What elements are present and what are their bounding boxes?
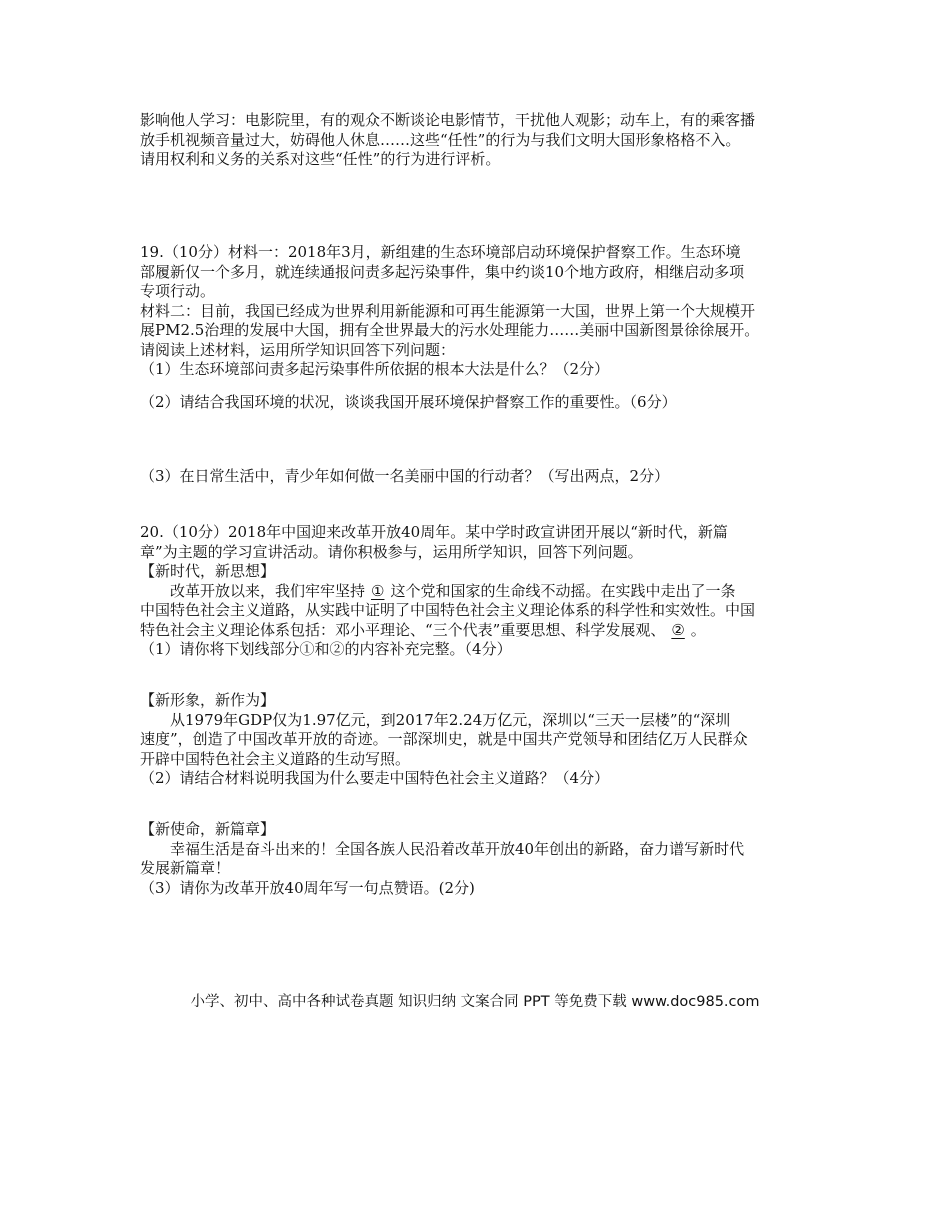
q20-sec1-text: 特色社会主义理论体系包括：邓小平理论、“三个代表”重要思想、科学发展观、	[140, 620, 666, 639]
q20-subquestion-1: （1）请你将下划线部分①和②的内容补充完整。（4分）	[140, 640, 512, 658]
q19-line: 展PM2.5治理的发展中大国，拥有全世界最大的污水处理能力……美丽中国新图景徐徐展开。	[140, 321, 760, 339]
q20-sec1-text: 。	[690, 620, 706, 639]
q20-sec2-line: 速度”，创造了中国改革开放的奇迹。一部深圳史，就是中国共产党领导和团结亿万人民群众	[140, 730, 748, 748]
q20-subquestion-2: （2）请结合材料说明我国为什么要走中国特色社会主义道路？（4分）	[140, 769, 610, 787]
q20-sec1-line: 中国特色社会主义道路，从实践中证明了中国特色社会主义理论体系的科学性和实效性。中国	[140, 601, 756, 619]
section-title-new-mission: 【新使命，新篇章】	[140, 820, 276, 838]
page-footer: 小学、初中、高中各种试卷真题 知识归纳 文案合同 PPT 等免费下载 www.doc985.com	[190, 994, 760, 1010]
q20-sec3-line: 幸福生活是奋斗出来的！全国各族人民沿着改革开放40年创出的新路，奋力谱写新时代	[170, 839, 745, 858]
q18-line: 影响他人学习：电影院里，有的观众不断谈论电影情节，干扰他人观影；动车上，有的乘客播	[140, 111, 756, 129]
q20-sec1-line	[140, 582, 812, 602]
q20-sec3-line: 发展新篇章！	[140, 859, 231, 877]
q20-section-2	[140, 691, 812, 789]
q18-line: 放手机视频音量过大，妨碍他人休息……这些“任性”的行为与我们文明大国形象格格不入。	[140, 130, 741, 149]
question-20	[140, 523, 812, 660]
q19-subquestion-2-block	[140, 393, 812, 413]
q20-section-3	[140, 820, 812, 898]
q19-subquestion-3-block	[140, 467, 812, 487]
q20-sec2-line: 开辟中国特色社会主义道路的生动写照。	[140, 749, 411, 768]
q20-sec1-text: 改革开放以来，我们牢牢坚持	[170, 581, 366, 600]
section-title-new-image: 【新形象，新作为】	[140, 691, 276, 709]
question-18-tail	[140, 111, 812, 170]
q19-subquestion-1: （1）生态环境部问责多起污染事件所依据的根本大法是什么？（2分）	[140, 360, 610, 378]
answer-blank-2: ②	[671, 620, 685, 639]
q19-line: 专项行动。	[140, 282, 216, 300]
q19-line: 部履新仅一个多月，就连续通报问责多起污染事件，集中约谈10个地方政府，相继启动多项	[140, 262, 745, 281]
section-title-new-era: 【新时代，新思想】	[140, 562, 276, 580]
answer-blank-1: ①	[371, 581, 385, 600]
q19-subquestion-3: （3）在日常生活中，青少年如何做一名美丽中国的行动者？（写出两点，2分）	[140, 467, 670, 485]
q19-line: 请阅读上述材料，运用所学知识回答下列问题：	[140, 340, 456, 359]
q18-line: 请用权利和义务的关系对这些“任性”的行为进行评析。	[140, 150, 501, 168]
q19-line: 19.（10分）材料一：2018年3月，新组建的生态环境部启动环境保护督察工作。生态环境	[140, 243, 741, 261]
q20-sec1-text: 这个党和国家的生命线不动摇。在实践中走出了一条	[390, 581, 736, 600]
question-19-material	[140, 243, 812, 380]
q19-subquestion-2: （2）请结合我国环境的状况，谈谈我国开展环境保护督察工作的重要性。（6分）	[140, 393, 677, 411]
q20-sec1-line	[140, 621, 812, 641]
q20-intro-line: 章”为主题的学习宣讲活动。请你积极参与，运用所学知识，回答下列问题。	[140, 542, 643, 561]
q20-intro-line: 20.（10分）2018年中国迎来改革开放40周年。某中学时政宣讲团开展以“新时代，新篇	[140, 523, 728, 541]
q19-line: 材料二：目前，我国已经成为世界利用新能源和可再生能源第一大国，世界上第一个大规模开	[140, 301, 756, 320]
q20-subquestion-3: （3）请你为改革开放40周年写一句点赞语。(2分)	[140, 878, 475, 897]
q20-sec2-line: 从1979年GDP仅为1.97亿元，到2017年2.24万亿元，深圳以“三天一层楼”的“深圳	[170, 710, 731, 729]
